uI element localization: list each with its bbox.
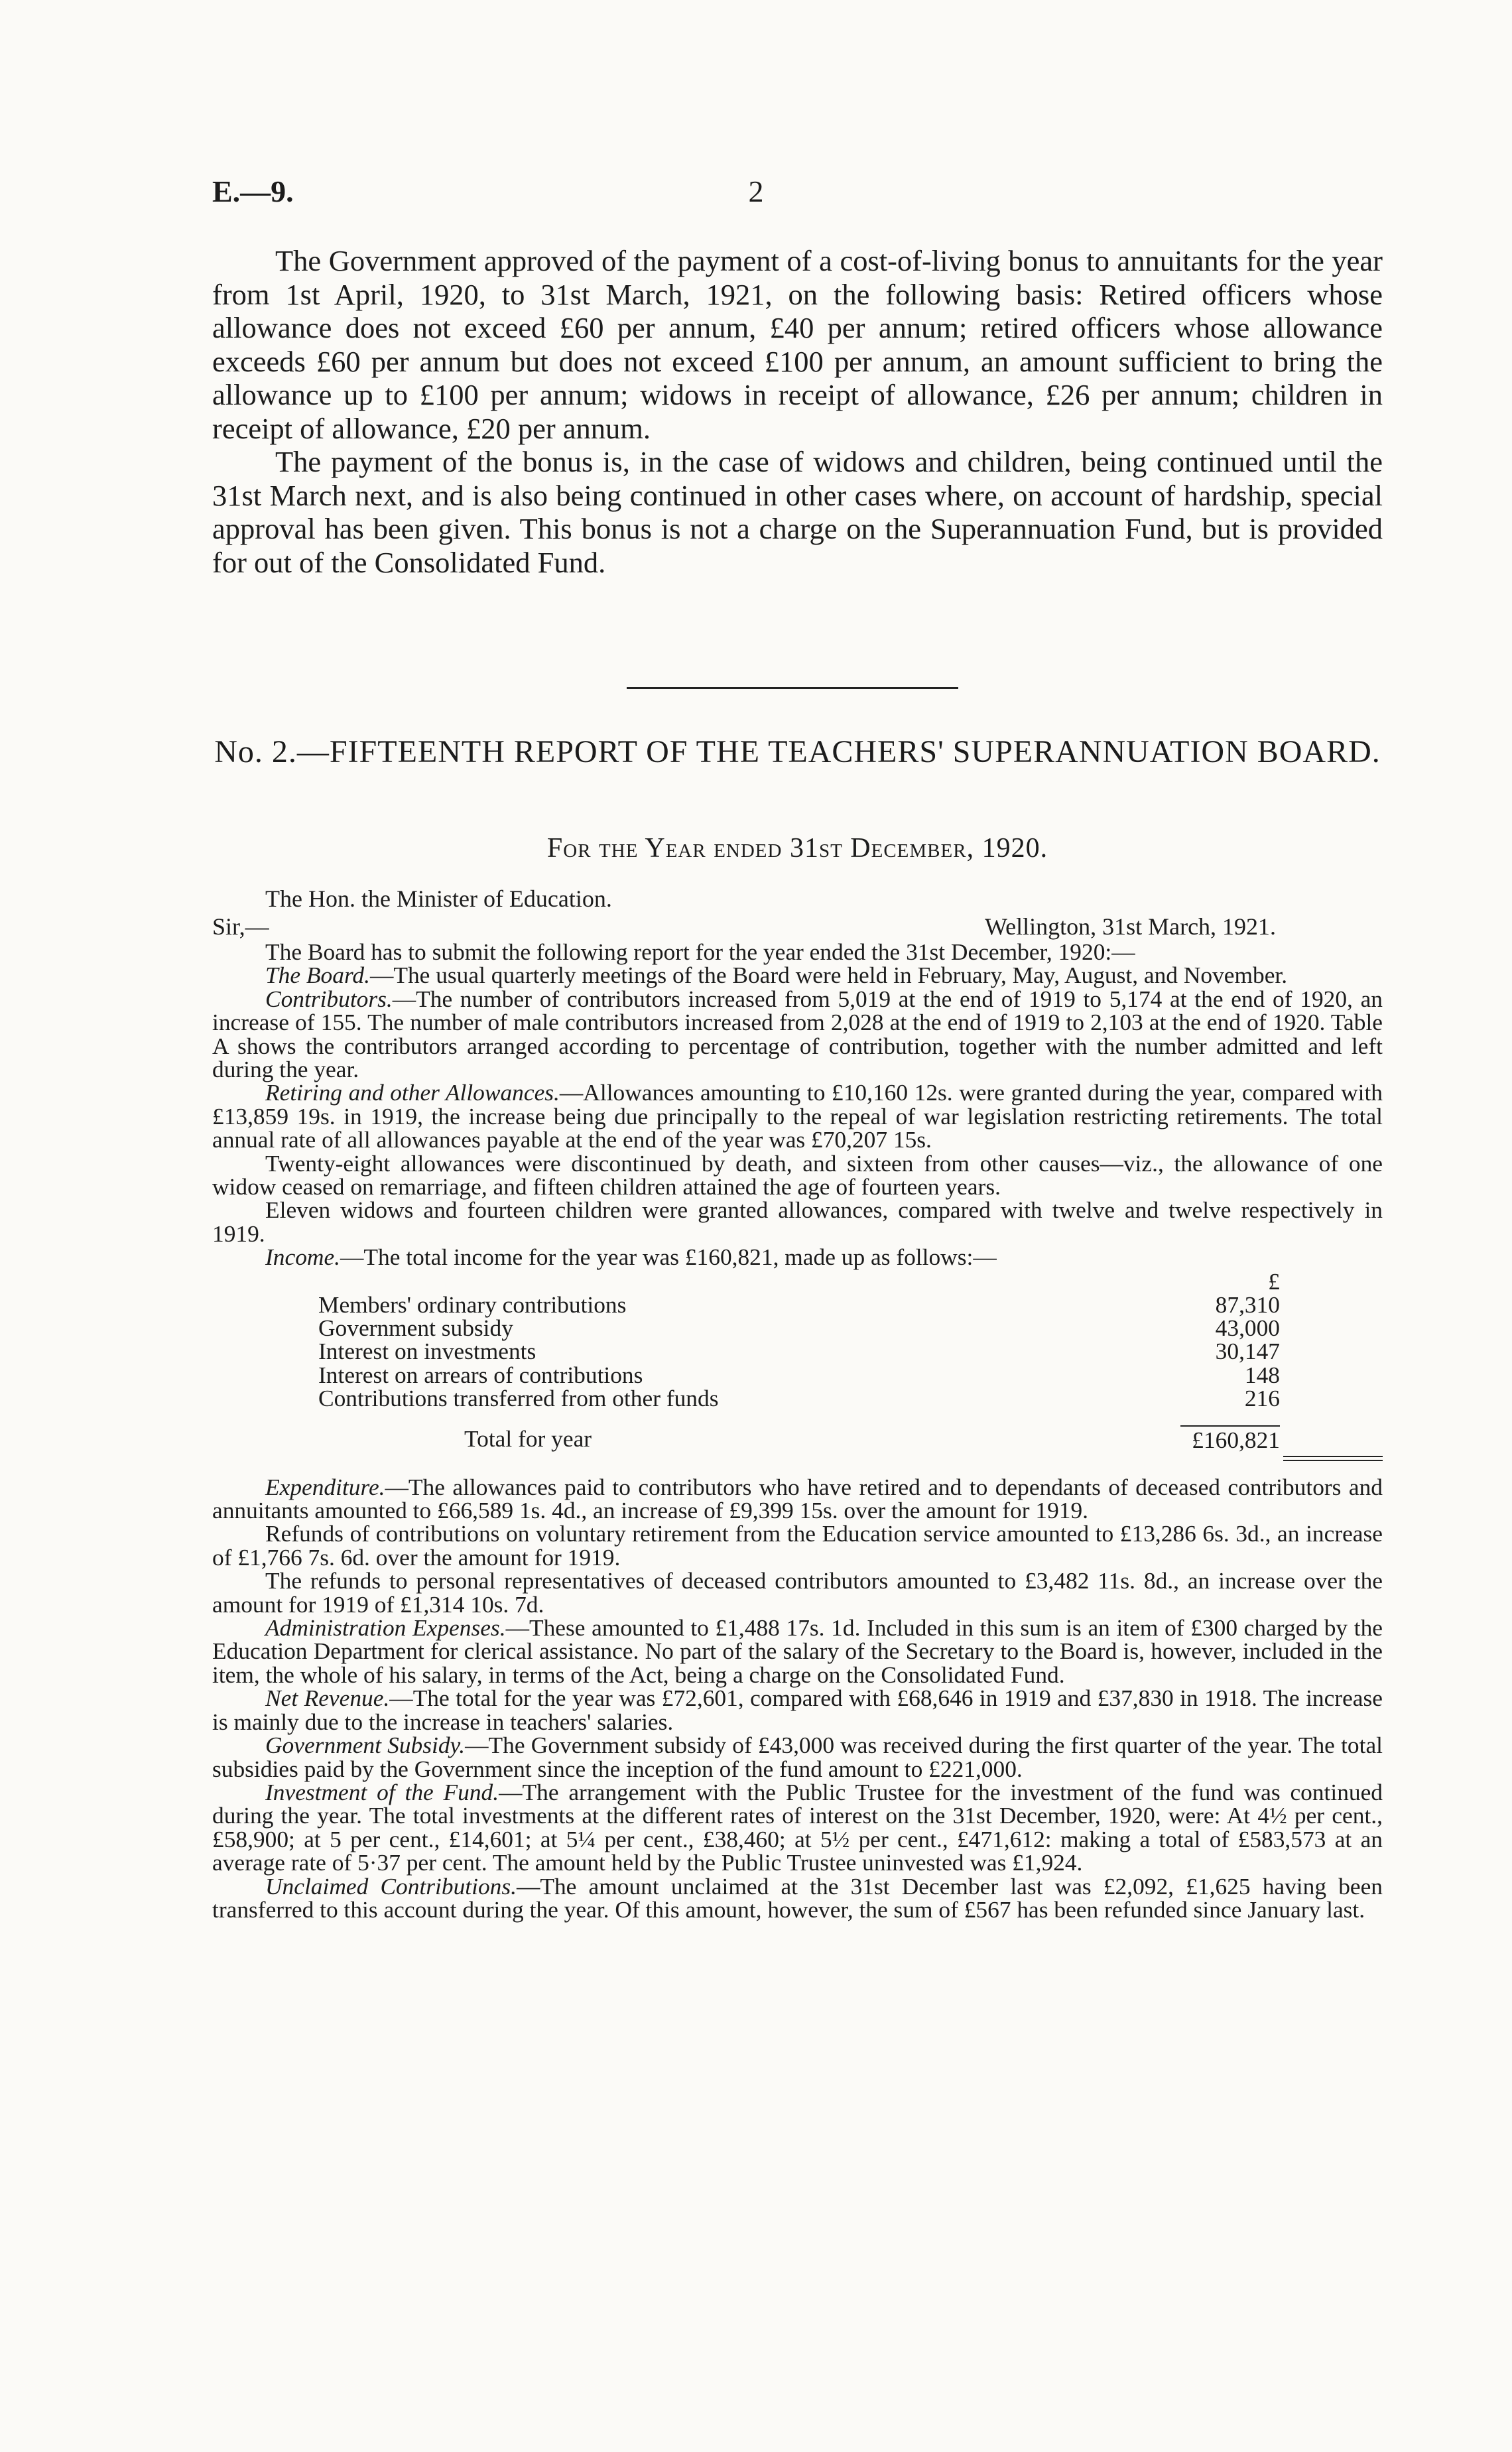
intro-section [212,244,1383,579]
table-row [318,1361,1280,1388]
paragraph-lead: The Board. [265,962,370,989]
intro-paragraph: The payment of the bonus is, in the case of widows and children, being continued until the 31st March next, and is also being continued in other cases where, on account of hardship, special approval has been given. This bonus is not a charge on the Superannuation Fund, but is provided for out of the Consolidated Fund. [212,445,1383,579]
paragraph [212,1198,1383,1246]
paragraph-text: —The arrangement with the Public Trustee for the investment of the fund was continued during the year. The total investments at the different rates of interest on the 31st December, 1920, were: At 4½ per cent., £58,900; at 5 per cent., £14,601; at 5¼ per cent., £38,460; at 5½ per cent., £471,612: making a total of £583,573 at an average rate of 5·37 per cent. The amount held by the Public Trustee uninvested was £1,924. [212,1778,1383,1876]
paragraph-text: —The number of contributors increased from 5,019 at the end of 1919 to 5,174 at the end of 1920, an increase of 155. The number of male contributors increased from 2,028 at the end of 1919 to 2,103 at the end of 1920. Table A shows the contributors arranged according to percentage of contribution, together with the number admitted and left during the year. [212,985,1383,1083]
income-amount: 87,310 [1215,1291,1280,1318]
report-letter [212,885,1383,1921]
place-date: Wellington, 31st March, 1921. [985,913,1277,940]
paragraph-text: Eleven widows and fourteen children were granted allowances, compared with twelve and twelve respectively in 1919. [212,1196,1383,1247]
intro-paragraph: The Government approved of the payment of a cost-of-living bonus to annuitants for the year from 1st April, 1920, to 31st March, 1921, on the following basis: Retired officers whose allowance does not exceed £60 per annum, £40 per annum; retired officers whose allowance exceeds £60 per annum but does not exceed £100 per annum, an amount sufficient to bring the allowance up to £100 per annum; widows in receipt of allowance, £26 per annum; children in receipt of allowance, £20 per annum. [212,244,1383,445]
paragraph [212,1872,1383,1923]
income-label: Contributions transferred from other funds [318,1385,719,1412]
section-divider [627,687,958,689]
income-label: Interest on investments [318,1338,536,1365]
paragraph-text: —These amounted to £1,488 17s. 1d. Included in this sum is an item of £300 charged by the Education Department for clerical assistance. No part of the salary of the Secretary to the Board is, however, included in the item, the whole of his salary, in terms of the Act, being a charge on the Consolidated Fund. [212,1614,1383,1688]
income-total-row [318,1425,1280,1452]
paragraph [212,964,1383,987]
paragraph [212,1687,1383,1734]
income-amount: 148 [1244,1361,1280,1388]
paragraph-lead: Administration Expenses. [265,1614,506,1642]
paragraph-text: Refunds of contributions on voluntary retirement from the Education service amounted to £13,286 6s. 3d., an increase of £1,766 7s. 6d. over the amount for 1919. [212,1520,1383,1571]
paragraph [212,1522,1383,1569]
income-amount: 216 [1244,1385,1280,1412]
paragraph-lead: Investment of the Fund. [265,1778,499,1805]
paragraph [212,1246,1383,1269]
paragraph-lead: Expenditure. [265,1473,385,1500]
paragraph [212,1569,1383,1616]
paragraph-lead: Retiring and other Allowances. [265,1079,560,1106]
income-amount: 43,000 [1215,1315,1280,1342]
paragraph-text: —The allowances paid to contributors who have retired and to dependants of deceased contributors and annuitants amounted to £66,589 1s. 4d., an increase of £9,399 15s. over the amount for 1919. [212,1473,1383,1524]
page-number: 2 [748,174,764,208]
paragraph-text: —The total income for the year was £160,821, made up as follows:— [340,1244,997,1271]
paragraph-lead: Net Revenue. [265,1685,390,1712]
paragraph [212,1081,1383,1151]
income-table [212,1269,1280,1461]
salutation: Sir,— [212,913,269,940]
currency-unit: £ [1268,1267,1280,1295]
addressee: The Hon. the Minister of Education. [265,885,612,912]
paragraph-lead: Government Subsidy. [265,1732,466,1759]
table-row [318,1293,1280,1317]
paragraph-text: The Board has to submit the following report for the year ended the 31st December, 1920:— [265,938,1135,965]
paragraph-text: Twenty-eight allowances were discontinued by death, and sixteen from other causes—viz., the allowance of one widow ceased on remarriage, and fifteen children attained the age of fourteen years. [212,1149,1383,1200]
paragraph [212,985,1383,1083]
paragraph-text: —Allowances amounting to £10,160 12s. were granted during the year, compared with £13,859 19s. in 1919, the increase being due principally to the repeal of war legislation restricting retirements. The total annual rate of all allowances payable at the end of the year was £70,207 15s. [212,1079,1383,1153]
paragraph [212,940,1383,964]
income-label: Interest on arrears of contributions [318,1361,643,1388]
paragraph [212,1616,1383,1687]
table-row [318,1317,1280,1340]
paragraph-text: —The amount unclaimed at the 31st December last was £2,092, £1,625 having been transferred to this account during the year. Of this amount, however, the sum of £567 has been refunded since January last. [212,1872,1383,1923]
paragraph-lead: Contributors. [265,985,393,1012]
paragraph [212,1734,1383,1781]
income-amount: 30,147 [1215,1338,1280,1365]
table-row [318,1340,1280,1363]
double-rule [1283,1456,1383,1461]
total-label: Total for year [464,1425,592,1452]
paragraph-text: —The total for the year was £72,601, compared with £68,646 in 1919 and £37,830 in 1918. The increase is mainly due to the increase in teachers' salaries. [212,1685,1383,1735]
total-amount: £160,821 [1180,1425,1280,1452]
paragraph-text: The refunds to personal representatives of deceased contributors amounted to £3,482 11s. 8d., an increase over the amount for 1919 of £1,314 10s. 7d. [212,1567,1383,1618]
salutation-row [212,913,1383,940]
paragraph-text: —The usual quarterly meetings of the Board were held in February, May, August, and November. [369,962,1288,989]
report-subtitle: For the Year ended 31st December, 1920. [546,833,1048,864]
report-title: No. 2.—FIFTEENTH REPORT OF THE TEACHERS' SUPERANNUATION BOARD. [214,734,1381,769]
paragraph-lead: Unclaimed Contributions. [265,1872,517,1900]
paragraph [212,1149,1383,1200]
paragraph-text: —The Government subsidy of £43,000 was received during the first quarter of the year. The total subsidies paid by the Government since the inception of the fund amount to £221,000. [212,1732,1383,1782]
paragraph [212,1778,1383,1876]
income-label: Members' ordinary contributions [318,1291,627,1318]
page-header [212,174,1300,214]
table-row [318,1387,1280,1410]
report-body [212,940,1383,1921]
paragraph-lead: Income. [265,1244,340,1271]
document-code: E.—9. [212,174,294,208]
income-label: Government subsidy [318,1315,513,1342]
paragraph [212,1473,1383,1524]
